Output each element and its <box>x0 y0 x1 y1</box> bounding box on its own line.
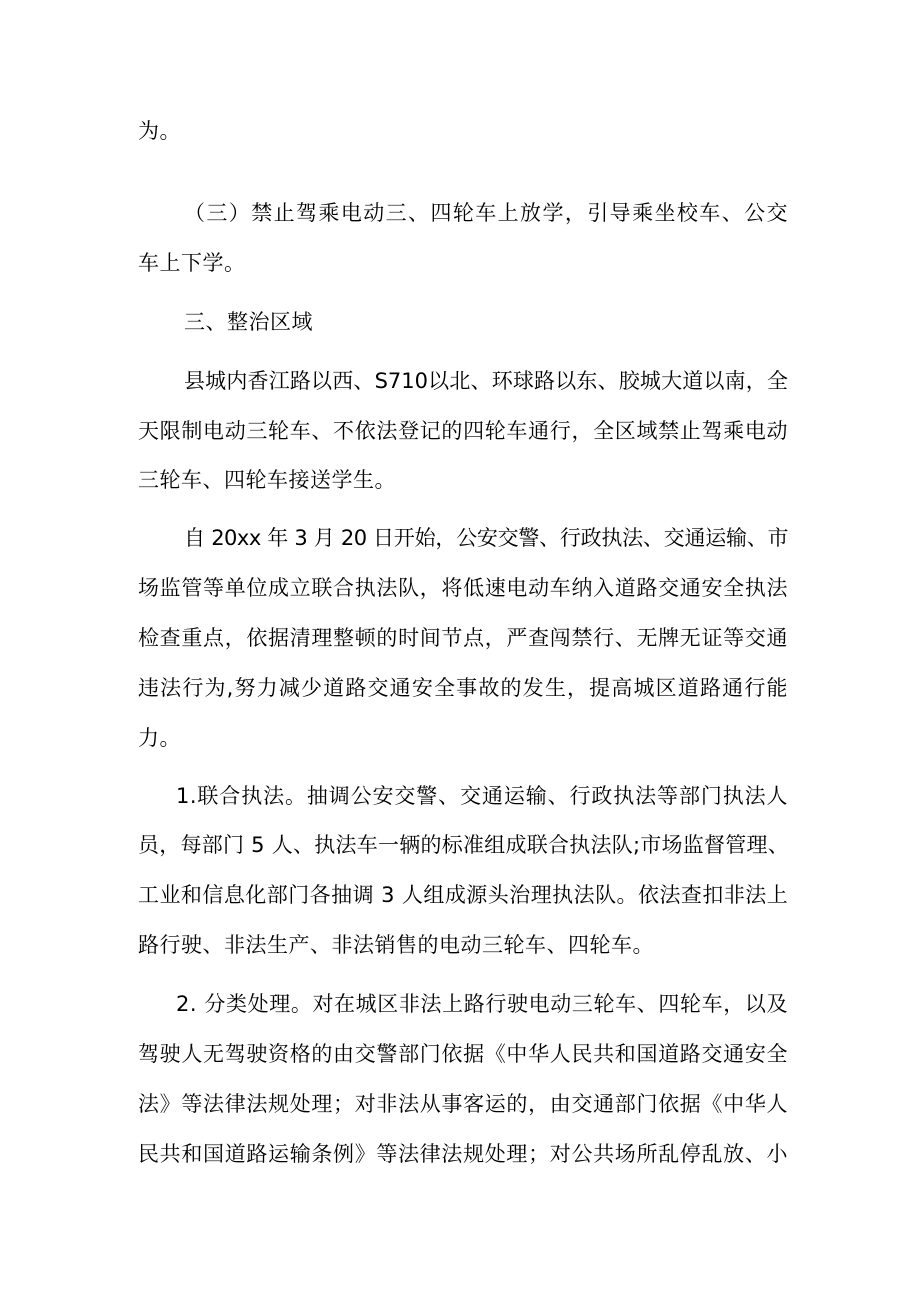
text-line: 场监管等单位成立联合执法队，将低速电动车纳入道路交通安全执法 <box>138 576 788 600</box>
text-line: 为。 <box>138 119 181 143</box>
text-line: 路行驶、非法生产、非法销售的电动三轮车、四轮车。 <box>138 933 654 957</box>
text-line: 法》等法律法规处理；对非法从事客运的，由交通部门依据《中华人 <box>138 1092 788 1116</box>
text-line: 违法行为,努力减少道路交通安全事故的发生，提高城区道路通行能 <box>138 676 788 700</box>
text-line: 天限制电动三轮车、不依法登记的四轮车通行，全区域禁止驾乘电动 <box>138 419 788 443</box>
text-line: 民共和国道路运输条例》等法律法规处理；对公共场所乱停乱放、小 <box>138 1142 788 1166</box>
text-line: 工业和信息化部门各抽调 3 人组成源头治理执法队。依法查扣非法上 <box>138 883 788 907</box>
section-heading: 三、整治区域 <box>184 310 313 334</box>
text-line: 1.联合执法。抽调公安交警、交通运输、行政执法等部门执法人 <box>176 784 788 808</box>
text-line: 驾驶人无驾驶资格的由交警部门依据《中华人民共和国道路交通安全 <box>138 1042 788 1066</box>
text-line: （三）禁止驾乘电动三、四轮车上放学，引导乘坐校车、公交 <box>184 201 788 225</box>
text-line: 检查重点，依据清理整顿的时间节点，严查闯禁行、无牌无证等交通 <box>138 626 788 650</box>
text-line: 自 20xx 年 3 月 20 日开始，公安交警、行政执法、交通运输、市 <box>184 526 788 550</box>
text-line: 员，每部门 5 人、执法车一辆的标准组成联合执法队;市场监督管理、 <box>138 833 790 857</box>
text-line: 三轮车、四轮车接送学生。 <box>138 468 396 492</box>
text-line: 县城内香江路以西、S710以北、环球路以东、胶城大道以南，全 <box>184 369 788 393</box>
text-line: 车上下学。 <box>138 251 246 275</box>
text-line: 2. 分类处理。对在城区非法上路行驶电动三轮车、四轮车，以及 <box>176 992 788 1016</box>
text-line: 力。 <box>138 726 181 750</box>
